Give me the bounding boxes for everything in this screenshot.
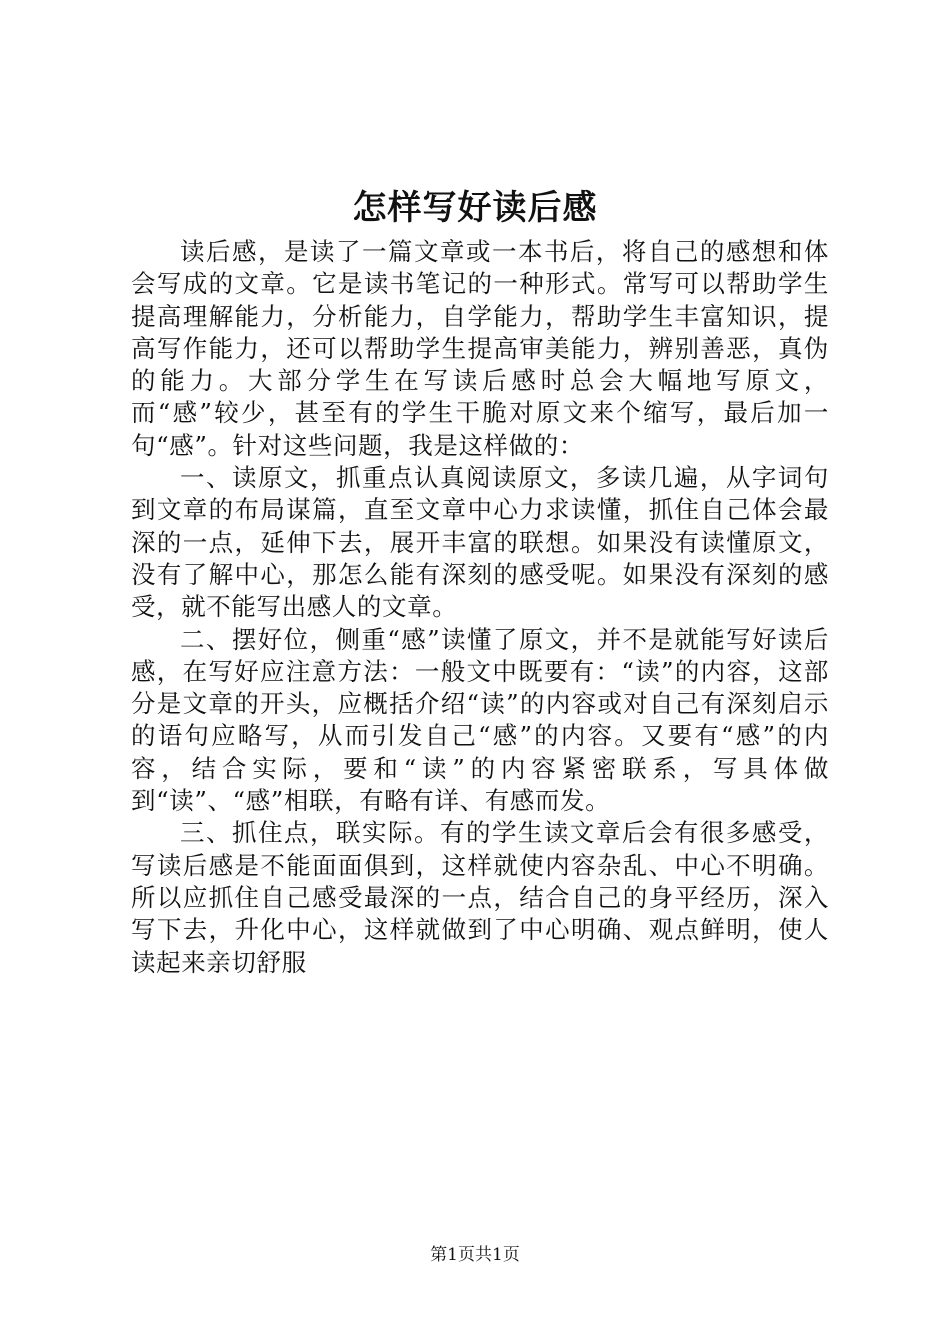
paragraph-point-three: 三、抓住点，联实际。有的学生读文章后会有很多感受，写读后感是不能面面俱到，这样就使内容杂乱、中心不明确。所以应抓住自己感受最深的一点，结合自己的身平经历，深入写下去，升化中心，这样就做到了中心明确、观点鲜明，使人读起来亲切舒服 bbox=[131, 818, 829, 977]
paragraph-intro: 读后感，是读了一篇文章或一本书后，将自己的感想和体会写成的文章。它是读书笔记的一种形式。常写可以帮助学生提高理解能力，分析能力，自学能力，帮助学生丰富知识，提高写作能力，还可以帮助学生提高审美能力，辨别善恶，真伪的能力。大部分学生在写读后感时总会大幅地写原文，而“感”较少，甚至有的学生干脆对原文来个缩写，最后加一句“感”。针对这些问题，我是这样做的： bbox=[131, 237, 829, 460]
paragraph-point-one: 一、读原文，抓重点认真阅读原文，多读几遍，从字词句到文章的布局谋篇，直至文章中心力求读懂，抓住自己体会最深的一点，延伸下去，展开丰富的联想。如果没有读懂原文，没有了解中心，那怎么能有深刻的感受呢。如果没有深刻的感受，就不能写出感人的文章。 bbox=[131, 463, 829, 622]
paragraph-point-two: 二、摆好位，侧重“感”读懂了原文，并不是就能写好读后感，在写好应注意方法：一般文中既要有：“读”的内容，这部分是文章的开头，应概括介绍“读”的内容或对自己有深刻启示的语句应略写，从而引发自己“感”的内容。又要有“感”的内容，结合实际，要和“读”的内容紧密联系，写具体做到“读”、“感”相联，有略有详、有感而发。 bbox=[131, 624, 829, 816]
page-footer bbox=[0, 1244, 950, 1266]
document-body bbox=[131, 236, 829, 979]
document-title: 怎样写好读后感 bbox=[352, 188, 598, 228]
page-number: 第1页 bbox=[430, 1245, 475, 1265]
page-total: 共1页 bbox=[475, 1245, 520, 1265]
